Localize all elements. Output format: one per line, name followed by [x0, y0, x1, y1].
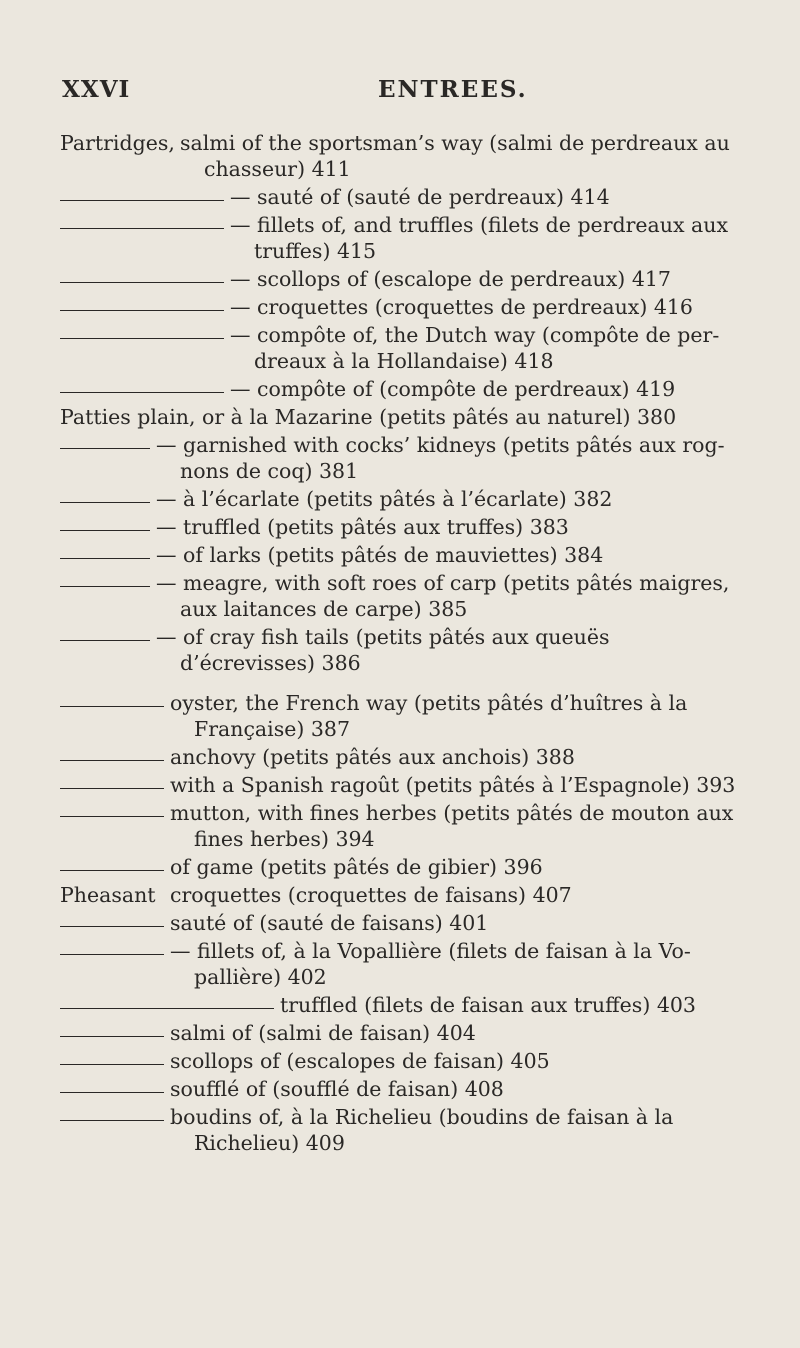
entry-list [60, 130, 750, 1158]
entry-text: oyster, the French way (petits pâtés d’huîtres à la Française) 387 [170, 691, 688, 741]
ditto-rule [60, 910, 170, 936]
entry-text: — fillets of, and truffles (filets de perdreaux aux truffes) 415 [230, 213, 729, 263]
entry-text: croquettes (croquettes de faisans) 407 [170, 883, 572, 907]
list-item [60, 294, 750, 320]
list-item [60, 800, 750, 852]
ditto-rule [60, 800, 170, 826]
entry-text: — à l’écarlate (petits pâtés à l’écarlate) 382 [156, 487, 613, 511]
ditto-rule [60, 1020, 170, 1046]
entry-text: salmi of the sportsman’s way (salmi de perdreaux au chasseur) 411 [180, 131, 730, 181]
list-item [60, 772, 750, 798]
entry-text: — compôte of (compôte de perdreaux) 419 [230, 377, 676, 401]
ditto-rule [60, 690, 170, 716]
list-item [60, 486, 750, 512]
entry-text: scollops of (escalopes de faisan) 405 [170, 1049, 550, 1073]
ditto-rule [60, 212, 230, 238]
list-item [60, 1020, 750, 1046]
list-item [60, 1104, 750, 1156]
entry-text: of game (petits pâtés de gibier) 396 [170, 855, 543, 879]
entry-text: with a Spanish ragoût (petits pâtés à l’Espagnole) 393 [170, 773, 736, 797]
entry-head: Pheasant [60, 883, 156, 907]
list-item [60, 130, 750, 182]
list-item [60, 1076, 750, 1102]
ditto-rule [60, 1104, 170, 1130]
ditto-rule [60, 376, 230, 402]
entry-text: — truffled (petits pâtés aux truffes) 383 [156, 515, 569, 539]
list-item [60, 744, 750, 770]
list-item [60, 542, 750, 568]
ditto-rule [60, 1048, 170, 1074]
entry-text: truffled (filets de faisan aux truffes) 403 [280, 993, 696, 1017]
ditto-rule [60, 514, 156, 540]
page-header [60, 76, 760, 116]
entry-text: — croquettes (croquettes de perdreaux) 416 [230, 295, 693, 319]
entry-text: salmi of (salmi de faisan) 404 [170, 1021, 476, 1045]
entry-text: — sauté of (sauté de perdreaux) 414 [230, 185, 610, 209]
entry-text: — compôte of, the Dutch way (compôte de per-dreaux à la Hollandaise) 418 [230, 323, 720, 373]
ditto-rule [60, 294, 230, 320]
ditto-rule [60, 854, 170, 880]
list-item [60, 432, 750, 484]
ditto-rule [60, 744, 170, 770]
ditto-rule [60, 624, 156, 650]
ditto-rule [60, 184, 230, 210]
list-item [60, 992, 750, 1018]
list-item [60, 910, 750, 936]
ditto-rule [60, 486, 156, 512]
ditto-rule [60, 542, 156, 568]
entry-text: — scollops of (escalope de perdreaux) 417 [230, 267, 671, 291]
ditto-rule [60, 992, 280, 1018]
ditto-rule [60, 322, 230, 348]
list-item [60, 1048, 750, 1074]
list-item [60, 570, 750, 622]
list-item [60, 184, 750, 210]
entry-text: — of larks (petits pâtés de mauviettes) 384 [156, 543, 604, 567]
list-item [60, 376, 750, 402]
list-item [60, 854, 750, 880]
ditto-rule [60, 938, 170, 964]
entry-text: anchovy (petits pâtés aux anchois) 388 [170, 745, 575, 769]
list-item [60, 690, 750, 742]
list-item [60, 322, 750, 374]
ditto-rule [60, 266, 230, 292]
entry-text: soufflé of (soufflé de faisan) 408 [170, 1077, 504, 1101]
entry-text: — of cray fish tails (petits pâtés aux queuës d’écrevisses) 386 [156, 625, 610, 675]
entry-text: Patties plain, or à la Mazarine (petits pâtés au naturel) 380 [60, 405, 677, 429]
list-item [60, 266, 750, 292]
ditto-rule [60, 570, 156, 596]
ditto-rule [60, 432, 156, 458]
entry-text: — fillets of, à la Vopallière (filets de faisan à la Vo-pallière) 402 [170, 939, 691, 989]
entry-text: boudins of, à la Richelieu (boudins de faisan à la Richelieu) 409 [170, 1105, 674, 1155]
ditto-rule [60, 772, 170, 798]
page-number: XXVI [62, 76, 131, 103]
ditto-rule [60, 1076, 170, 1102]
entry-text: — meagre, with soft roes of carp (petits pâtés maigres, aux laitances de carpe) 385 [156, 571, 730, 621]
entry-text: mutton, with fines herbes (petits pâtés de mouton aux fines herbes) 394 [170, 801, 734, 851]
list-item [60, 624, 750, 676]
running-title: ENTREES. [378, 76, 528, 103]
list-item [60, 882, 750, 908]
entry-text: sauté of (sauté de faisans) 401 [170, 911, 489, 935]
entry-text: — garnished with cocks’ kidneys (petits pâtés aux rog-nons de coq) 381 [156, 433, 725, 483]
list-item [60, 404, 750, 430]
list-item [60, 514, 750, 540]
list-item [60, 212, 750, 264]
entry-head: Partridges, [60, 131, 175, 155]
list-item [60, 938, 750, 990]
